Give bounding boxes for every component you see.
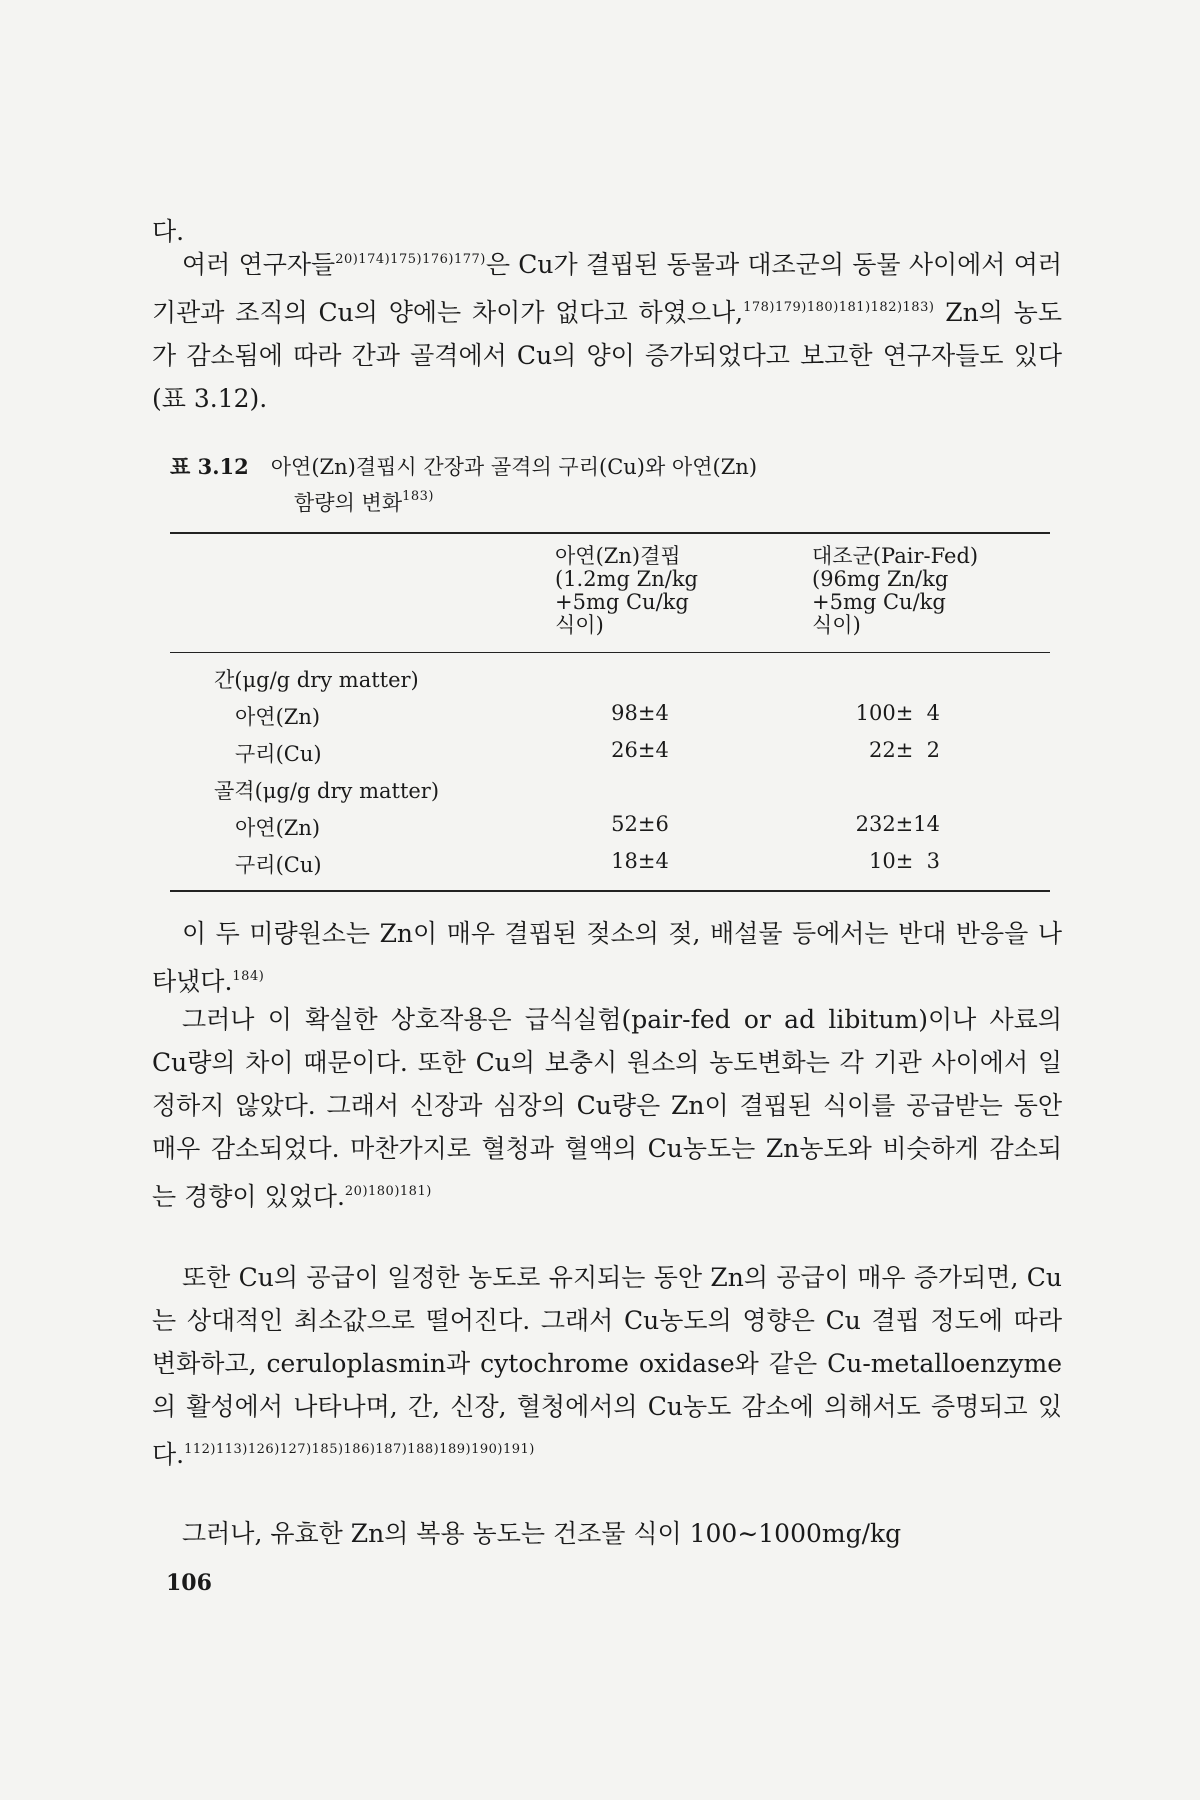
table-row: 아연(Zn) 52±6 232±14: [235, 812, 940, 840]
reference-superscript: 20)180)181): [344, 1184, 432, 1199]
reference-superscript: 184): [232, 969, 265, 984]
table-number: 표 3.12: [170, 454, 249, 479]
paragraph-fragment: 다.: [152, 217, 185, 246]
table-row: 구리(Cu) 26±4 22± 2: [235, 738, 940, 766]
table-bottom-rule: [170, 890, 1050, 892]
page-number: 106: [166, 1570, 212, 1596]
table-row: 아연(Zn) 98±4 100± 4: [235, 701, 940, 729]
table-row: 골격(μg/g dry matter): [214, 779, 440, 803]
reference-superscript: 178)179)180)181)182)183): [743, 300, 935, 315]
paragraph-4: 또한 Cu의 공급이 일정한 농도로 유지되는 동안 Zn의 공급이 매우 증가되면, Cu는 상대적인 최소값으로 떨어진다. 그래서 Cu농도의 영향은 Cu 결핍 정도에 따라 변화하고, ceruloplasmin과 cytochrome oxidase와 같은 Cu-metalloenzyme의 활성에서 나타나며, 간, 신장, 혈청에서의 Cu농도 감소에 의해서도 증명되고 있다.$^{112)113)126)127)185)186)187)188)189)190)191)}$: [152, 1263, 1062, 1469]
table-top-rule: [170, 532, 1050, 534]
table-caption: 표 3.12 아연(Zn)결핍시 간장과 골격의 구리(Cu)와 아연(Zn) 함량의 변화$^{183)}$: [170, 454, 758, 515]
column-header-control: 대조군(Pair-Fed) (96mg Zn/kg +5mg Cu/kg 식이): [812, 544, 979, 637]
paragraph-3: 그러나 이 확실한 상호작용은 급식실험(pair-fed or ad libitum)이나 사료의 Cu량의 차이 때문이다. 또한 Cu의 보충시 원소의 농도변화는 각 기관 사이에서 일정하지 않았다. 그래서 신장과 심장의 Cu량은 Zn이 결핍된 식이를 공급받는 동안 매우 감소되었다. 마찬가지로 혈청과 혈액의 Cu농도는 Zn농도와 비슷하게 감소되는 경향이 있었다.$^{20)180)181)}$: [152, 1005, 1062, 1211]
table-row: 구리(Cu) 18±4 10± 3: [235, 849, 940, 877]
reference-superscript: 112)113)126)127)185)186)187)188)189)190)191): [184, 1442, 535, 1457]
table-header-rule: [170, 652, 1050, 653]
column-header-deficient: 아연(Zn)결핍 (1.2mg Zn/kg +5mg Cu/kg 식이): [555, 544, 698, 637]
paragraph-5: 그러나, 유효한 Zn의 복용 농도는 건조물 식이 100∼1000mg/kg: [182, 1519, 902, 1548]
paragraph-1: 여러 연구자들$^{20)174)175)176)177)}$은 Cu가 결핍된 동물과 대조군의 동물 사이에서 여러 기관과 조직의 Cu의 양에는 차이가 없다고 하였으나,$^{178)179)180)181)182)183)}$ Zn의 농도가 감소됨에 따라 간과 골격에서 Cu의 양이 증가되었다고 보고한 연구자들도 있다(표 3.12).: [152, 250, 1062, 413]
table-row: 간(μg/g dry matter): [214, 668, 419, 692]
reference-superscript: 20)174)175)176)177): [335, 252, 486, 267]
paragraph-2: 이 두 미량원소는 Zn이 매우 결핍된 젖소의 젖, 배설물 등에서는 반대 반응을 나타냈다.$^{184)}$: [152, 919, 1062, 996]
